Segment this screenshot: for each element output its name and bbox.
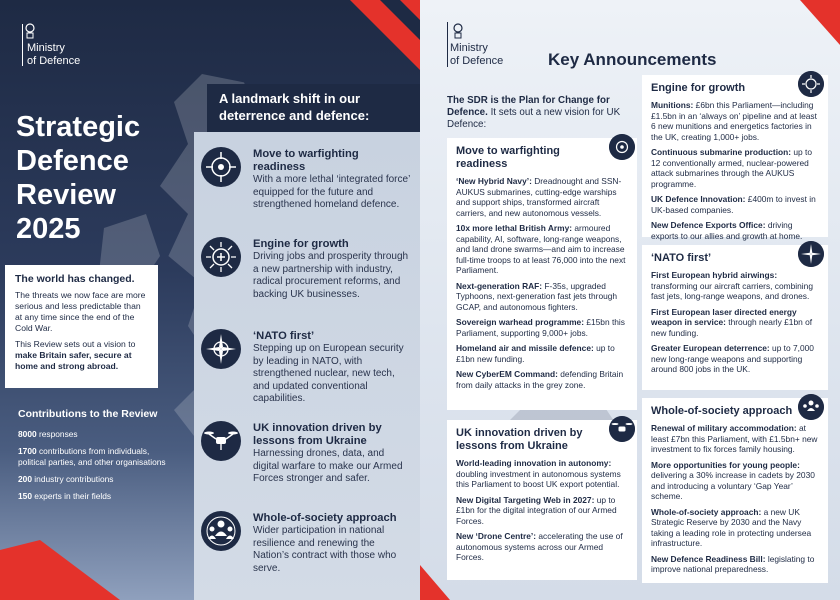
card-warfighting [447, 138, 637, 410]
card-heading: UK innovation driven by lessons from Ukraine [456, 427, 583, 452]
red-stripe-decor [330, 0, 420, 90]
warfighting-icon [609, 134, 635, 160]
warfighting-icon [200, 146, 242, 188]
pillar-heading: Move to warfighting readiness [253, 148, 359, 173]
pillar-body: With a more lethal ‘integrated force’ equipped for the future and strengthened homeland defence. [253, 174, 410, 210]
card-heading: Engine for growth [651, 82, 746, 94]
card-item: First European laser directed energy weapon in service: through nearly £1bn of new funding. [651, 306, 813, 338]
card-item: New Digital Targeting Web in 2027: up to £1bn for the digital integration of our Armed Forces. [456, 494, 617, 526]
nato-compass-icon [200, 328, 242, 370]
growth-icon [798, 71, 824, 97]
pillar-heading: ‘NATO first’ [253, 330, 315, 342]
contribution-row: 8000 responses [18, 429, 78, 439]
landmark-heading: A landmark shift in our deterrence and defence: [207, 84, 420, 132]
card-item: New Defence Exports Office: driving exports to our allies and growth at home. [651, 220, 803, 241]
mod-logo-text: Ministry of Defence [27, 42, 81, 67]
card-item: UK Defence Innovation: £400m to invest in UK-based companies. [651, 194, 816, 215]
card-item: Sovereign warhead programme: £15bn this Parliament, supporting 9,000+ jobs. [456, 317, 625, 338]
card-item: Munitions: £6bn this Parliament—including £1.5bn in an ‘always on’ pipeline and at least 6 new munitions and energetics factories in the UK, creating 1,000+ jobs. [651, 100, 817, 142]
card-item: First European hybrid airwings: transforming our aircraft carriers, combining fast jets, long-range weapons, and drones. [651, 270, 813, 301]
card-item: Whole-of-society approach: a new UK Strategic Reserve by 2030 and the Navy taking a leading role in protecting undersea infrastructure. [651, 506, 812, 548]
pillar-body: Harnessing drones, data, and digital warfare to make our Armed Forces stronger and safer. [253, 448, 403, 484]
card-heading: Move to warfighting readiness [456, 145, 560, 170]
pillars-panel [194, 132, 420, 600]
pillar-heading: Whole-of-society approach [253, 512, 397, 524]
logo-divider [447, 22, 448, 67]
logo-divider [22, 24, 23, 66]
society-icon [798, 394, 824, 420]
card-innovation [447, 420, 637, 580]
contribution-row: 1700 contributions from individuals, political parties, and other organisations [18, 446, 166, 467]
world-changed-box [5, 265, 158, 388]
world-box-para: The threats we now face are more serious and less predictable than at any time since the end of the Cold War. [15, 290, 146, 333]
key-announcements-title: Key Announcements [548, 50, 717, 69]
growth-icon [200, 236, 242, 278]
contribution-row: 200 industry contributions [18, 474, 114, 484]
nato-compass-icon [798, 241, 824, 267]
card-item: New ‘Drone Centre’: accelerating the use of autonomous systems across our Armed Forces. [456, 531, 623, 562]
card-nato [642, 245, 828, 390]
pillar-heading: Engine for growth [253, 238, 349, 250]
card-growth [642, 75, 828, 241]
card-item: New Defence Readiness Bill: legislating to improve national preparedness. [651, 553, 815, 574]
crest-icon [24, 22, 36, 40]
contributions-section [18, 408, 168, 508]
world-box-vision: This Review sets out a vision to make Britain safer, secure at home and strong abroad. [15, 339, 136, 371]
card-item: ‘New Hybrid Navy’: Dreadnought and SSN-AUKUS submarines, cutting-edge warships and support ships, transformed aircraft carriers, and new autonomous vessels. [456, 176, 622, 218]
card-item: Continuous submarine production: up to 12 conventionally armed, nuclear-powered attack submarines through the AUKUS programme. [651, 147, 813, 189]
society-icon [200, 510, 242, 552]
card-item: New CyberEM Command: defending Britain from daily attacks in the grey zone. [456, 369, 624, 390]
drone-icon [200, 420, 242, 462]
pillar-body: Driving jobs and prosperity through a new partnership with industry, radical procurement reforms, and backing UK businesses. [253, 251, 409, 300]
red-stripe-decor [790, 0, 840, 60]
card-item: 10x more lethal British Army: armoured capability, AI, software, long-range weapons, and land drone swarms—and aim to increase full-time troops to at least 76,000 into the next Parliament. [456, 223, 626, 275]
card-item: Greater European deterrence: up to 7,000 new long-range weapons and supporting around 800 jobs in the UK. [651, 343, 814, 374]
crest-icon [452, 22, 464, 40]
right-page [420, 0, 840, 600]
pillar-body: Stepping up on European security by leading in NATO, with strengthened nuclear, new tech, and updated conventional capabilities. [253, 343, 404, 404]
card-heading: ‘NATO first’ [651, 252, 712, 264]
drone-icon [609, 416, 635, 442]
contribution-row: 150 experts in their fields [18, 491, 112, 501]
red-stripe-decor [0, 540, 120, 600]
card-item: Next-generation RAF: F-35s, upgraded Typhoons, next-generation fast jets through GCAP, and autonomous fighters. [456, 280, 618, 312]
card-item: World-leading innovation in autonomy: doubling investment in autonomous systems this Parliament to boost UK export potential. [456, 458, 621, 489]
card-item: More opportunities for young people: delivering a 30% increase in cadets by 2030 and introducing a voluntary ‘Gap Year’ scheme. [651, 459, 815, 501]
mod-logo-text: Ministry of Defence [450, 42, 504, 67]
card-item: Renewal of military accommodation: at least £7bn this Parliament, with £1.5bn+ new investment to fix forces family housing. [651, 423, 818, 454]
pillar-body: Wider participation in national resilience and renewing the Nation’s contract with those who serve. [253, 525, 397, 574]
sdr-intro: The SDR is the Plan for Change for Defence. It sets out a new vision for UK Defence: [447, 95, 621, 130]
card-item: Homeland air and missile defence: up to £1bn new funding. [456, 343, 615, 364]
pillar-heading: UK innovation driven by lessons from Ukraine [253, 422, 382, 447]
contributions-heading: Contributions to the Review [18, 408, 158, 420]
world-box-heading: The world has changed. [15, 273, 135, 285]
card-society [642, 398, 828, 583]
page-title: Strategic Defence Review 2025 [16, 111, 141, 245]
card-heading: Whole-of-society approach [651, 405, 793, 417]
